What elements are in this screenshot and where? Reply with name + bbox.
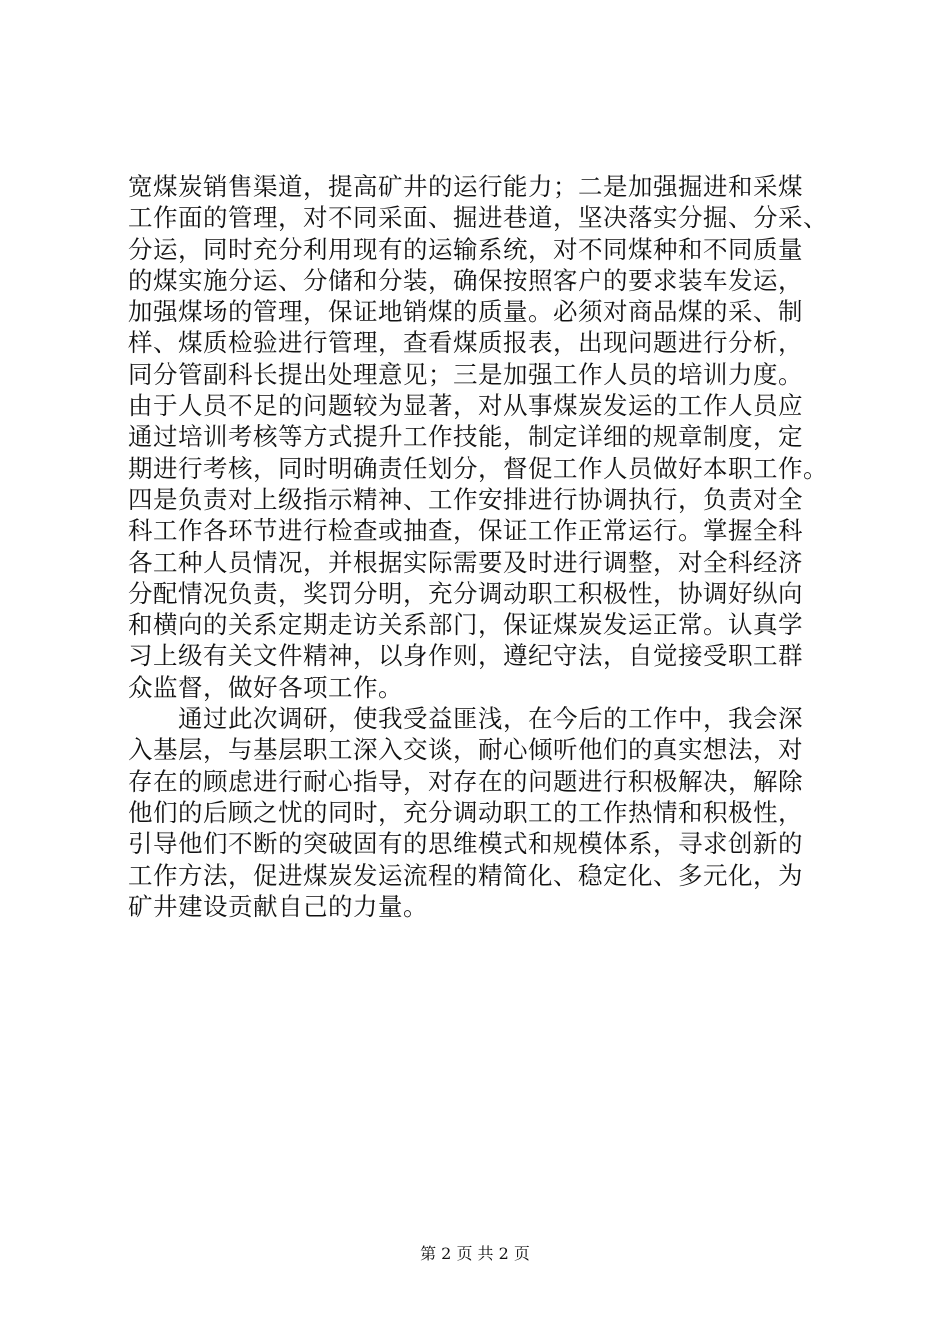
text-line: 由于人员不足的问题较为显著，对从事煤炭发运的工作人员应 xyxy=(128,391,803,421)
text-line: 引导他们不断的突破固有的思维模式和规模体系，寻求创新的 xyxy=(128,829,803,859)
text-line: 样、煤质检验进行管理，查看煤质报表，出现问题进行分析， xyxy=(128,328,803,358)
text-line: 期进行考核，同时明确责任划分，督促工作人员做好本职工作。 xyxy=(128,453,828,483)
text-line: 存在的顾虑进行耐心指导，对存在的问题进行积极解决，解除 xyxy=(128,766,803,796)
text-line: 工作方法，促进煤炭发运流程的精简化、稳定化、多元化，为 xyxy=(128,860,803,890)
text-line: 入基层，与基层职工深入交谈，耐心倾听他们的真实想法，对 xyxy=(128,735,803,765)
text-line: 分运，同时充分利用现有的运输系统，对不同煤种和不同质量 xyxy=(128,234,803,264)
text-line: 加强煤场的管理，保证地销煤的质量。必须对商品煤的采、制 xyxy=(128,297,803,327)
text-line: 矿井建设贡献自己的力量。 xyxy=(128,891,428,921)
text-line: 同分管副科长提出处理意见；三是加强工作人员的培训力度。 xyxy=(128,359,803,389)
page-number-label: 第 2 页 共 2 页 xyxy=(420,1244,530,1263)
text-line: 和横向的关系定期走访关系部门，保证煤炭发运正常。认真学 xyxy=(128,610,803,640)
text-line: 科工作各环节进行检查或抽查，保证工作正常运行。掌握全科 xyxy=(128,516,803,546)
body-text xyxy=(128,171,838,922)
text-line: 习上级有关文件精神，以身作则，遵纪守法，自觉接受职工群 xyxy=(128,641,803,671)
text-line: 各工种人员情况，并根据实际需要及时进行调整，对全科经济 xyxy=(128,547,803,577)
text-line: 工作面的管理，对不同采面、掘进巷道，坚决落实分掘、分采、 xyxy=(128,203,828,233)
text-line: 四是负责对上级指示精神、工作安排进行协调执行，负责对全 xyxy=(128,484,803,514)
text-line: 宽煤炭销售渠道，提高矿井的运行能力；二是加强掘进和采煤 xyxy=(128,172,803,201)
text-line: 通过此次调研，使我受益匪浅，在今后的工作中，我会深 xyxy=(128,704,803,734)
text-line: 分配情况负责，奖罚分明，充分调动职工积极性，协调好纵向 xyxy=(128,578,803,608)
text-line: 的煤实施分运、分储和分装，确保按照客户的要求装车发运， xyxy=(128,265,803,295)
text-line: 他们的后顾之忧的同时，充分调动职工的工作热情和积极性， xyxy=(128,797,803,827)
page-footer xyxy=(0,1244,950,1264)
text-line: 众监督，做好各项工作。 xyxy=(128,672,403,702)
text-line: 通过培训考核等方式提升工作技能，制定详细的规章制度，定 xyxy=(128,422,803,452)
